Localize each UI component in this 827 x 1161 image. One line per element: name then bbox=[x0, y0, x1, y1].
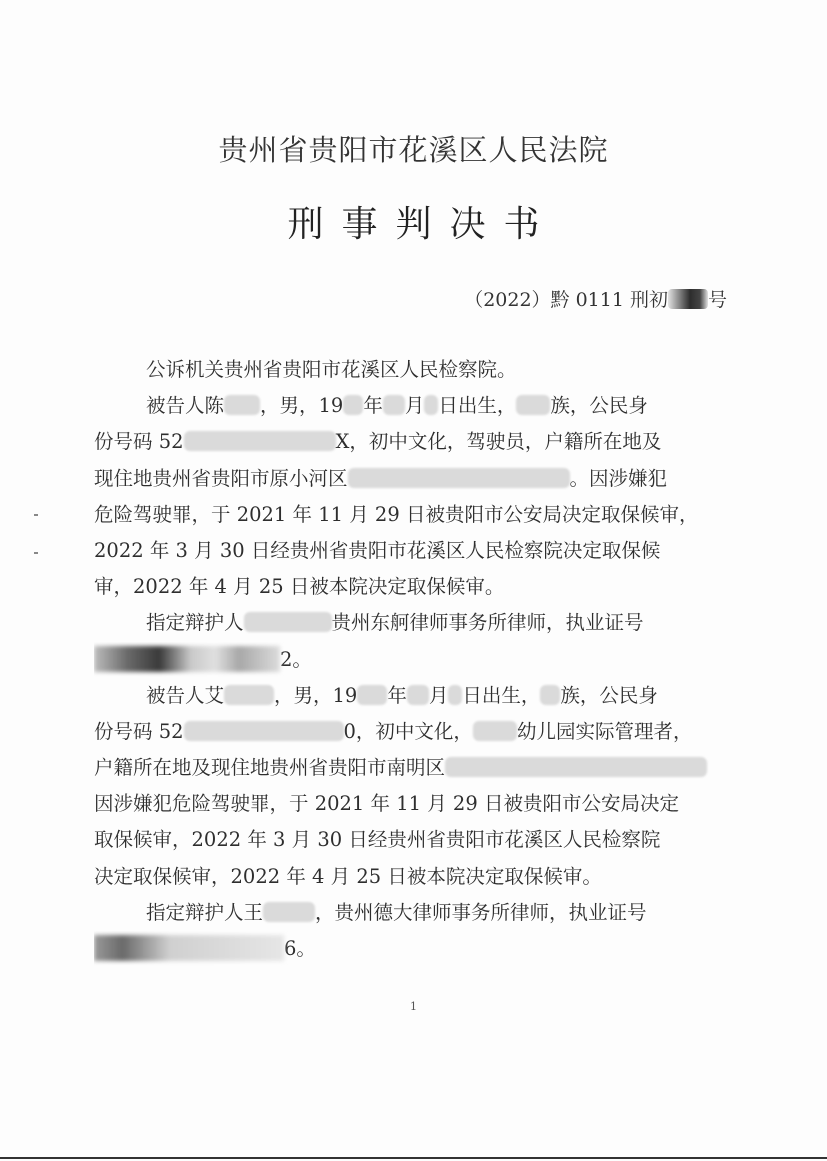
redaction-blur bbox=[263, 902, 315, 922]
redaction-blur bbox=[448, 685, 462, 705]
text-span: ，男，19 bbox=[260, 394, 344, 418]
text-span: 6。 bbox=[284, 937, 316, 960]
defendant-1-line bbox=[94, 388, 732, 424]
text-span: 因涉嫌犯危险驾驶罪，于 2021 年 11 月 29 日被贵阳市公安局决定 bbox=[94, 792, 679, 816]
margin-mark bbox=[34, 552, 38, 554]
redaction-blur bbox=[424, 395, 438, 415]
text-span: 决定取保候审，2022 年 4 月 25 日被本院决定取保候审。 bbox=[94, 864, 602, 888]
text-span: 户籍所在地及现住地贵州省贵阳市南明区 bbox=[94, 756, 446, 780]
defendant-1-line bbox=[94, 533, 732, 569]
defendant-1-line bbox=[94, 569, 732, 605]
text-span: 审，2022 年 4 月 25 日被本院决定取保候审。 bbox=[94, 575, 505, 599]
redaction-blur bbox=[540, 685, 560, 705]
redaction-blur bbox=[244, 612, 332, 632]
text-span: 份号码 52 bbox=[94, 430, 184, 454]
case-number-suffix: 号 bbox=[707, 289, 727, 311]
redaction-blur bbox=[94, 646, 280, 672]
defender-1-line bbox=[94, 642, 732, 678]
defendant-2-line bbox=[94, 786, 732, 822]
defendant-2-line bbox=[94, 714, 732, 750]
text-span: 危险驾驶罪，于 2021 年 11 月 29 日被贵阳市公安局决定取保候审， bbox=[94, 502, 699, 526]
text-span: 。因涉嫌犯 bbox=[569, 466, 668, 490]
defendant-1-line bbox=[94, 424, 732, 460]
text-span: 指定辩护人王 bbox=[146, 900, 264, 924]
defender-2-line bbox=[94, 895, 732, 931]
text-span: 年 bbox=[387, 683, 407, 707]
case-number-prefix: （2022）黔 0111 刑初 bbox=[464, 289, 668, 311]
redaction-blur bbox=[445, 757, 707, 777]
text-span: ，贵州德大律师事务所律师，执业证号 bbox=[315, 900, 647, 924]
text-span: 2022 年 3 月 30 日经贵州省贵阳市花溪区人民检察院决定取保候 bbox=[94, 538, 661, 562]
redaction-blur bbox=[224, 395, 260, 415]
text-span: 2。 bbox=[280, 647, 312, 671]
defendant-1-line bbox=[94, 497, 732, 533]
text-span: 日出生， bbox=[462, 683, 541, 707]
text-span: 族，公民身 bbox=[560, 683, 658, 707]
defendant-2-line bbox=[94, 822, 732, 858]
redaction-blur bbox=[383, 395, 405, 415]
text-span: 现住地贵州省贵阳市原小河区 bbox=[94, 466, 348, 490]
redaction-blur bbox=[473, 721, 517, 741]
text-span: 指定辩护人 bbox=[146, 611, 244, 635]
text-span: 0，初中文化， bbox=[343, 719, 473, 743]
page-number: 1 bbox=[410, 1000, 417, 1013]
text-span: 年 bbox=[363, 394, 383, 418]
paragraph-prosecutor bbox=[94, 352, 732, 388]
text-span: 日出生， bbox=[438, 394, 517, 418]
document-title: 刑事判决书 bbox=[287, 204, 558, 245]
text-span: 份号码 52 bbox=[94, 719, 184, 743]
text-span: 月 bbox=[428, 683, 449, 707]
defender-2-line bbox=[94, 931, 732, 967]
case-number bbox=[464, 285, 727, 312]
text-span: 被告人陈 bbox=[146, 394, 225, 418]
defendant-2-line bbox=[94, 859, 732, 895]
defender-1-line bbox=[94, 605, 732, 641]
text-span: 幼儿园实际管理者， bbox=[516, 719, 693, 743]
redaction-blur bbox=[343, 395, 363, 415]
text-span: 取保候审，2022 年 3 月 30 日经贵州省贵阳市花溪区人民检察院 bbox=[94, 828, 661, 852]
scan-edge bbox=[0, 1157, 827, 1159]
redaction-blur bbox=[94, 935, 284, 961]
text-span: ，男，19 bbox=[274, 683, 358, 707]
text-span: 族，公民身 bbox=[550, 394, 648, 418]
redaction-blur bbox=[348, 468, 570, 488]
text-span: X，初中文化，驾驶员，户籍所在地及 bbox=[335, 430, 662, 454]
redaction-blur bbox=[224, 685, 274, 705]
redaction-blur bbox=[516, 395, 550, 415]
text-span: 被告人艾 bbox=[146, 683, 225, 707]
text-span: 月 bbox=[404, 394, 425, 418]
judgment-body bbox=[94, 352, 732, 967]
text-span: 贵州东舸律师事务所律师，执业证号 bbox=[331, 611, 644, 635]
redaction-blur bbox=[184, 721, 344, 741]
defendant-2-line bbox=[94, 678, 732, 714]
defendant-1-line bbox=[94, 461, 732, 497]
redaction-mark bbox=[668, 289, 708, 309]
redaction-blur bbox=[357, 685, 387, 705]
redaction-blur bbox=[407, 685, 429, 705]
margin-mark bbox=[34, 514, 38, 516]
text-line: 公诉机关贵州省贵阳市花溪区人民检察院。 bbox=[146, 358, 517, 381]
defendant-2-line bbox=[94, 750, 732, 786]
redaction-blur bbox=[184, 431, 336, 451]
court-name: 贵州省贵阳市花溪区人民法院 bbox=[218, 133, 609, 167]
